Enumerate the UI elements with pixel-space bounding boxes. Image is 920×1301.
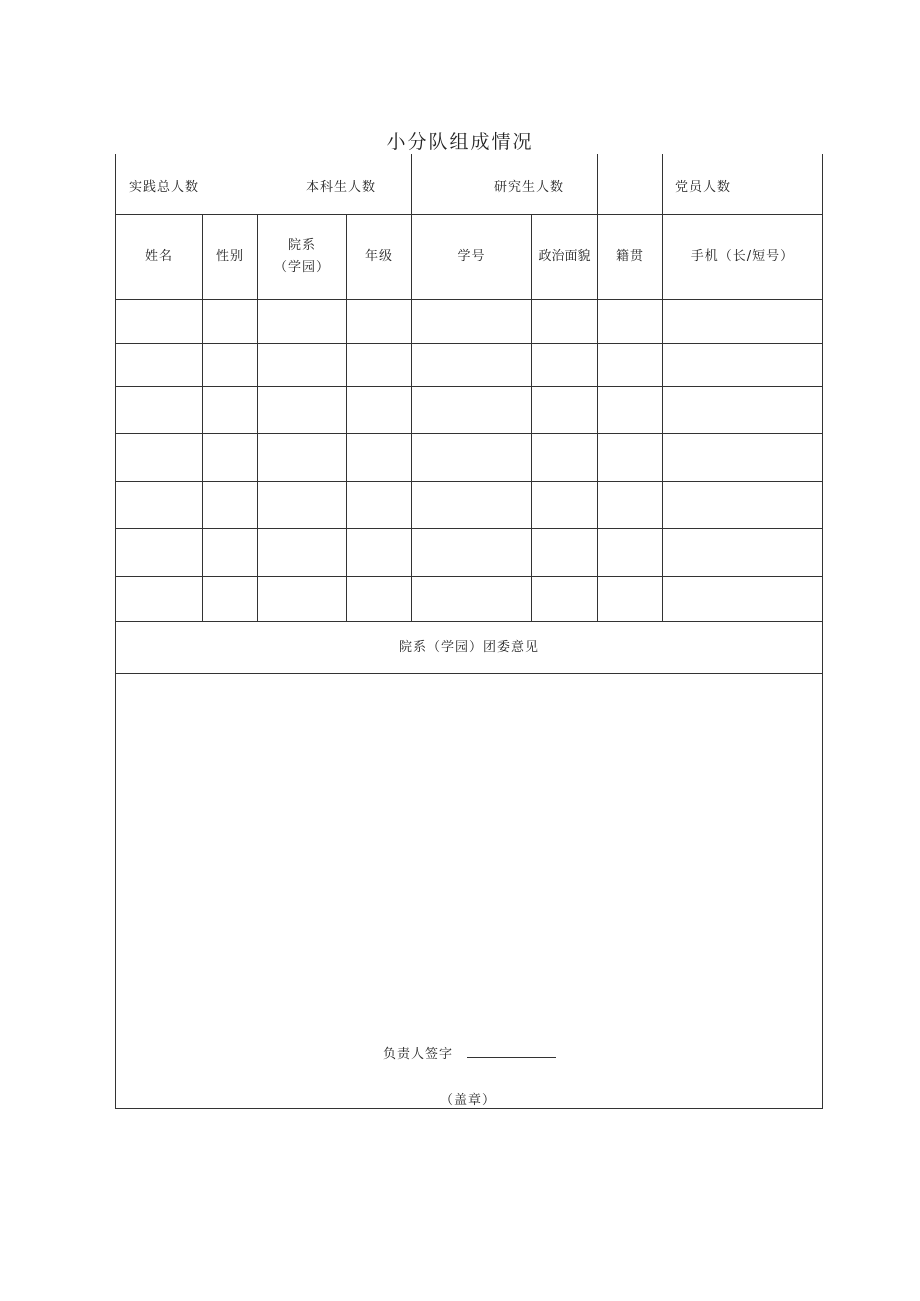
- undergraduate-count-label: 本科生人数: [306, 180, 377, 195]
- seal-label: （盖章）: [440, 1093, 497, 1108]
- header-gender: 性别: [215, 249, 244, 264]
- graduate-count-label: 研究生人数: [494, 180, 565, 195]
- table-rule: [597, 154, 598, 214]
- table-row[interactable]: [116, 577, 822, 621]
- header-phone: 手机（长/短号）: [690, 249, 795, 264]
- table-rule: [115, 1108, 823, 1109]
- header-native-place: 籍贯: [615, 249, 644, 264]
- table-row[interactable]: [116, 387, 822, 433]
- table-row[interactable]: [116, 300, 822, 343]
- signature-label: 负责人签字: [383, 1047, 454, 1062]
- opinion-heading: 院系（学园）团委意见: [398, 639, 539, 655]
- table-row[interactable]: [116, 529, 822, 576]
- table-row[interactable]: [116, 434, 822, 481]
- header-grade: 年级: [364, 249, 393, 264]
- table-border-right: [822, 154, 823, 1109]
- signature-line[interactable]: [467, 1057, 556, 1058]
- header-department: [258, 215, 346, 299]
- header-name: 姓名: [144, 249, 173, 264]
- total-participants-label: 实践总人数: [129, 180, 200, 195]
- table-row[interactable]: [116, 482, 822, 528]
- table-rule: [411, 154, 412, 214]
- header-political-status: 政治面貌: [538, 249, 591, 264]
- header-department-line2: （学园）: [273, 260, 330, 275]
- table-row[interactable]: [116, 344, 822, 386]
- header-student-id: 学号: [457, 249, 486, 264]
- table-rule: [662, 154, 663, 214]
- opinion-body[interactable]: [116, 674, 822, 1004]
- header-department-line1: 院系: [287, 238, 316, 253]
- page-title: 小分队组成情况: [386, 131, 534, 153]
- party-member-count-label: 党员人数: [675, 180, 732, 195]
